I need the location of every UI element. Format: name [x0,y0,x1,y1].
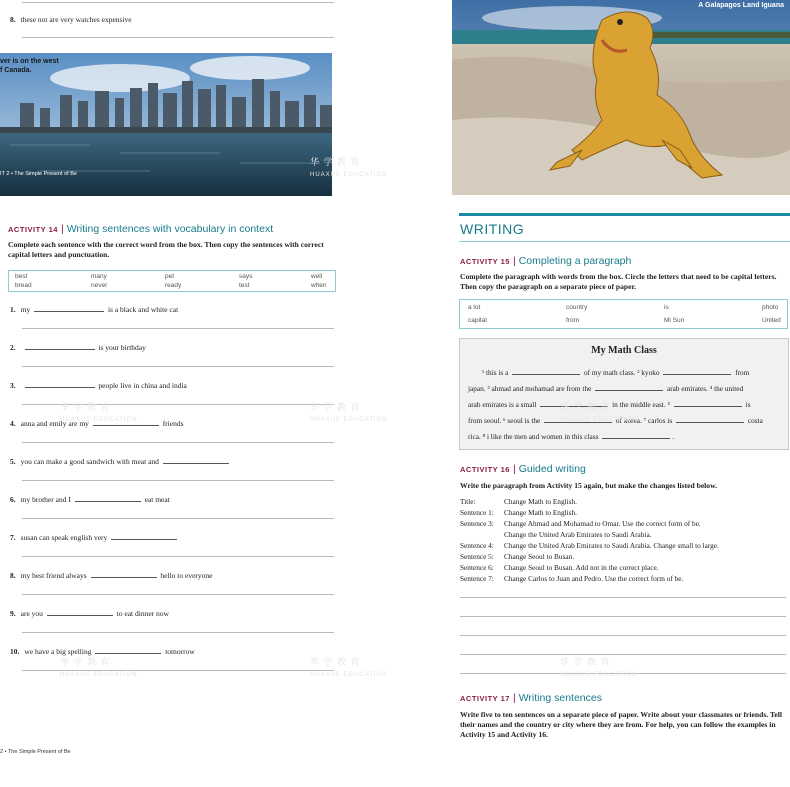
exercise-item-3: 3. people live in china and india [10,381,187,390]
answer-blank[interactable] [663,374,731,375]
word: from [566,317,579,324]
word: never [91,282,108,289]
city-photo [0,53,332,196]
guided-row: Sentence 7: Change Carlos to Juan and Pedro. Use the correct form of be. [460,574,684,583]
paragraph-line-5: rica. ⁸ i like the men and women in this class . [468,432,675,441]
guided-row: Sentence 6: Change Seoul to Busan. Add not in the correct place. [460,563,659,572]
guided-row: Sentence 1: Change Math to English. [460,508,577,517]
exercise-item-10: 10. we have a big spelling tomorrow [10,647,195,656]
word: photo [762,304,779,311]
activity-16-instructions: Write the paragraph from Activity 15 again, but make the changes listed below. [460,481,718,490]
watermark: 华 学 教 育 HUAXUE EDUCATION [310,402,388,423]
writing-section-title: WRITING [460,221,525,237]
exercise-item-5: 5. you can make a good sandwich with meat and [10,457,231,466]
activity-17-instructions: Write five to ten sentences on a separate piece of paper. Write about your classmates or friends. Tell their names and the country or city where they are from. For help, you can follow the examples in Activity 15 and Activity 16. [460,710,782,739]
word: country [566,304,588,311]
word: when [311,282,327,289]
answer-blank[interactable] [93,425,159,426]
paragraph-line-3: arab emirates is a small in the middle east. ⁵ is [468,400,751,409]
word: best [15,273,28,280]
activity-14-word-box [8,270,336,292]
word: well [311,273,323,280]
answer-blank[interactable] [34,311,104,312]
exercise-item-2: 2. is your birthday [10,343,146,352]
answer-blank[interactable] [512,374,580,375]
word: many [91,273,107,280]
exercise-item-7: 7. susan can speak english very [10,533,179,542]
activity-14-heading: ACTIVITY 14 | Writing sentences with vocabulary in context [8,223,274,235]
word: pet [165,273,175,280]
writing-line[interactable] [460,616,786,617]
answer-blank[interactable] [595,390,663,391]
answer-blank[interactable] [111,539,177,540]
answer-blank[interactable] [75,501,141,502]
answer-blank[interactable] [25,349,95,350]
word: says [239,273,253,280]
word: bread [15,282,32,289]
word: a lot [468,304,481,311]
activity-16-heading: ACTIVITY 16 | Guided writing [460,463,586,475]
writing-line[interactable] [460,635,786,636]
answer-blank[interactable] [95,653,161,654]
watermark: 华 学 教 育 HUAXUE EDUCATION [560,657,638,678]
answer-blank[interactable] [163,463,229,464]
left-page-footer: 2 • The Simple Present of Be [0,749,71,755]
paragraph-line-2: japan. ³ ahmad and mohamad are from the arab emirates. ⁴ the united [468,384,744,393]
exercise-item-8: 8. my best friend always hello to everyone [10,571,213,580]
paragraph-line-1: ¹ this is a of my math class. ² kyoko from [482,368,750,377]
answer-blank[interactable] [674,406,742,407]
activity-15-instructions: Complete the paragraph with words from the box. Circle the letters that need to be capital letters. Then copy the paragraph on a separate piece of paper. [460,272,777,291]
word: United [762,317,781,324]
exercise-item-6: 6. my brother and I eat meat [10,495,170,504]
answer-blank[interactable] [25,387,95,388]
word: ready [165,282,182,289]
city-photo-caption: ver is on the west f Canada. [0,58,59,74]
word: capital [468,317,487,324]
guided-row: Sentence 3: Change Ahmad and Mohamad to Omar. Use the correct form of be. [460,519,701,528]
exercise-item-9: 9. are you to eat dinner now [10,609,169,618]
watermark: 华 学 教 育 HUAXUE EDUCATION [560,402,638,423]
watermark: 华 学 教 育 HUAXUE EDUCATION [60,657,138,678]
answer-blank[interactable] [47,615,113,616]
city-photo-footer: IT 2 • The Simple Present of Be [0,171,77,177]
guided-row: Title: Change Math to English. [460,497,577,506]
item-8-top: 8. these not are very watches expensive [10,15,132,24]
word: is [664,304,669,311]
guided-row: Sentence 4: Change the United Arab Emirates to Saudi Arabia. Change small to large. [460,541,719,550]
paragraph-title: My Math Class [591,345,657,356]
paragraph-line-4: from seoul. ⁶ seoul is the of korea. ⁷ carlos is costa [468,416,763,425]
activity-15-heading: ACTIVITY 15 | Completing a paragraph [460,255,632,267]
iguana-photo-caption: A Galapagos Land Iguana [698,2,784,9]
activity-14-instructions: Complete each sentence with the correct word from the box. Then copy the sentences with correct capital letters and punctuation. [8,240,324,259]
answer-blank[interactable] [602,438,670,439]
activity-17-heading: ACTIVITY 17 | Writing sentences [460,692,602,704]
guided-row: Sentence 5: Change Seoul to Busan. [460,552,575,561]
watermark: 华 学 教 育 HUAXUE EDUCATION [310,157,388,178]
writing-line[interactable] [460,597,786,598]
answer-blank[interactable] [676,422,744,423]
guided-row: Change the United Arab Emirates to Saudi Arabia. [504,530,652,539]
exercise-item-4: 4. anna and emily are my friends [10,419,184,428]
exercise-item-1: 1. my is a black and white cat [10,305,179,314]
word: Mi Sun [664,317,685,324]
iguana-photo [452,0,790,195]
watermark: 华 学 教 育 HUAXUE EDUCATION [310,657,388,678]
activity-15-word-box [459,299,788,329]
word: test [239,282,250,289]
watermark: 华 学 教 育 HUAXUE EDUCATION [60,402,138,423]
answer-blank[interactable] [91,577,157,578]
